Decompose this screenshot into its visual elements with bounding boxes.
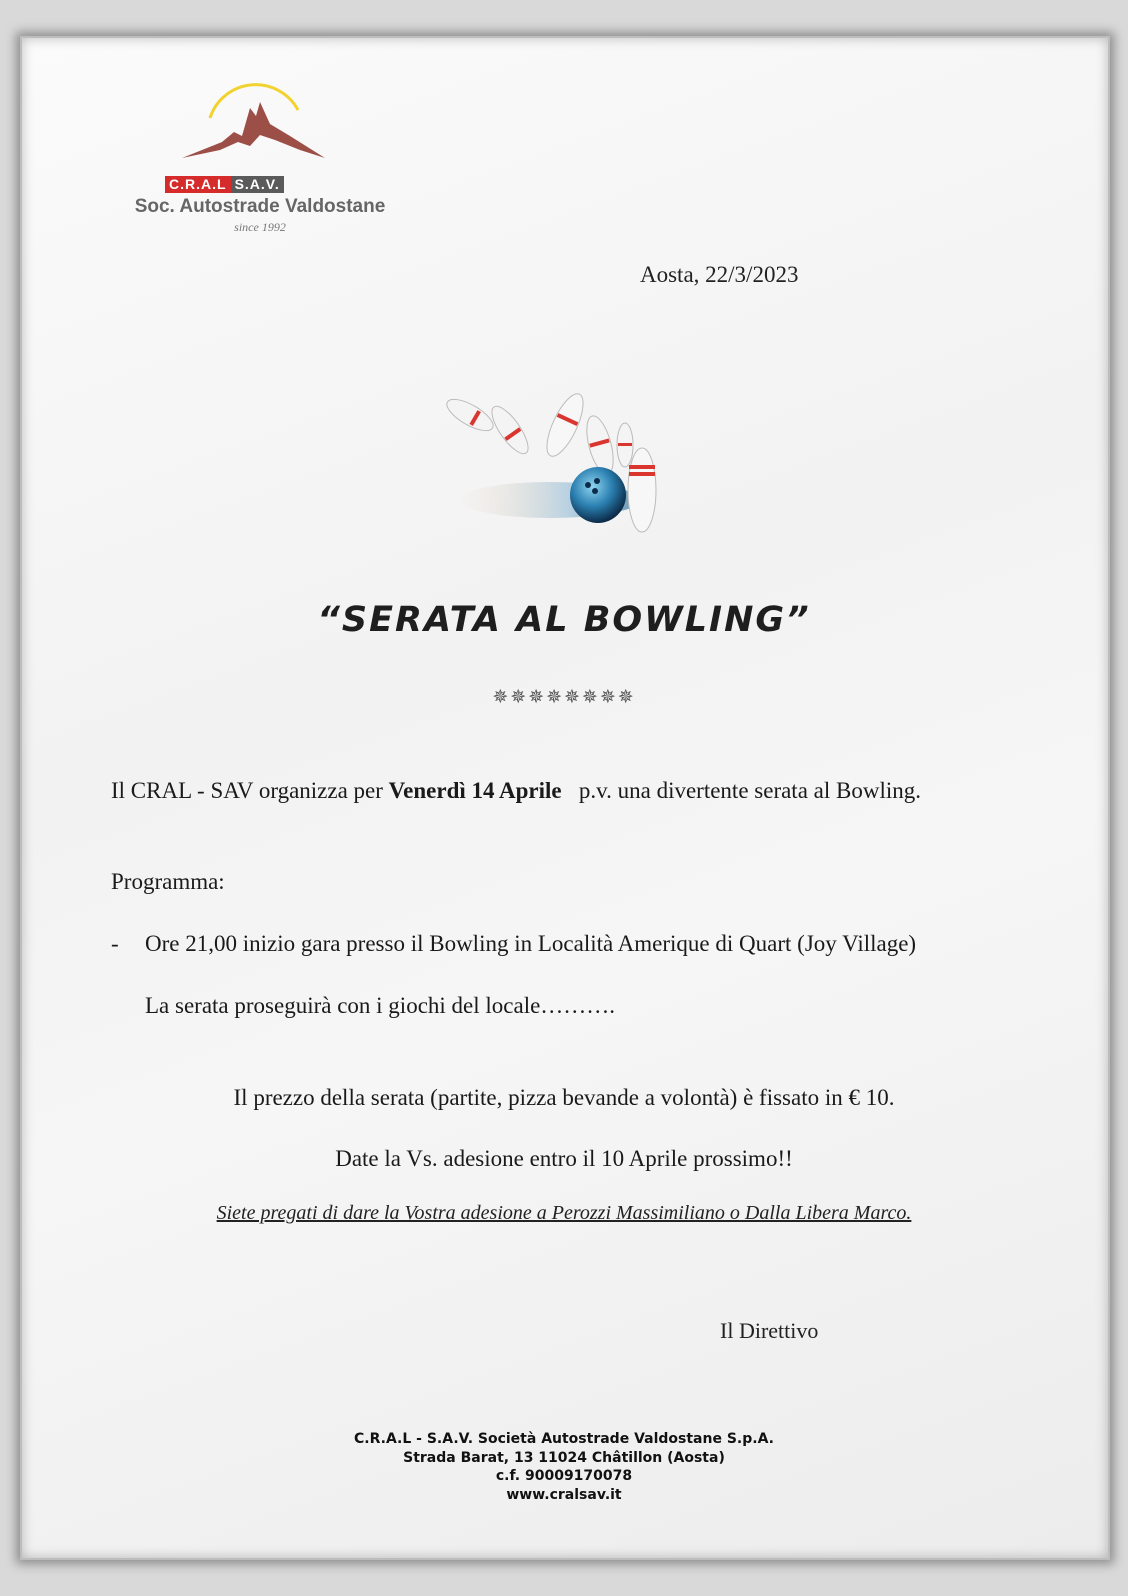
intro-before: Il CRAL - SAV organizza per xyxy=(111,778,389,803)
programma-item-continuation: La serata proseguirà con i giochi del locale………. xyxy=(145,993,616,1018)
bowling-pins-ball-icon xyxy=(430,375,690,555)
cral-sav-logo xyxy=(110,80,410,240)
logo-company-name: Soc. Autostrade Valdostane xyxy=(134,196,386,217)
programma-label: Programma: xyxy=(111,869,225,894)
document-date: Aosta, 22/3/2023 xyxy=(640,262,799,287)
footer-address: Strada Barat, 13 11024 Châtillon (Aosta) xyxy=(403,1449,725,1466)
programma-item: Ore 21,00 inizio gara presso il Bowling in Località Amerique di Quart (Joy Village) xyxy=(145,931,917,956)
mountain-sun-icon xyxy=(110,80,410,180)
signature: Il Direttivo xyxy=(720,1318,819,1343)
footer xyxy=(0,1430,1128,1504)
logo-band xyxy=(165,176,351,193)
logo-band-left: C.R.A.L xyxy=(165,176,231,193)
footer-website: www.cralsav.it xyxy=(506,1486,622,1503)
footer-company: C.R.A.L - S.A.V. Società Autostrade Valdostane S.p.A. xyxy=(354,1431,774,1447)
contacts-note: Siete pregati di dare la Vostra adesione a Perozzi Massimiliano o Dalla Libera Marco. xyxy=(216,1202,912,1224)
price-info: Il prezzo della serata (partite, pizza bevande a volontà) è fissato in € 10. xyxy=(233,1085,895,1110)
decorative-stars: ✵✵✵✵✵✵✵✵ xyxy=(492,687,636,708)
footer-tax-code: c.f. 90009170078 xyxy=(495,1468,633,1484)
logo-since: since 1992 xyxy=(234,220,286,234)
intro-paragraph xyxy=(111,775,1011,806)
bowling-illustration xyxy=(430,375,690,555)
intro-date-highlight: Venerdì 14 Aprile xyxy=(388,778,562,803)
deadline-info: Date la Vs. adesione entro il 10 Aprile prossimo!! xyxy=(335,1146,793,1171)
intro-after: p.v. una divertente serata al Bowling. xyxy=(561,778,921,803)
logo-band-right: S.A.V. xyxy=(231,176,284,193)
event-title: “SERATA AL BOWLING” xyxy=(317,600,811,640)
list-bullet: - xyxy=(111,931,119,956)
